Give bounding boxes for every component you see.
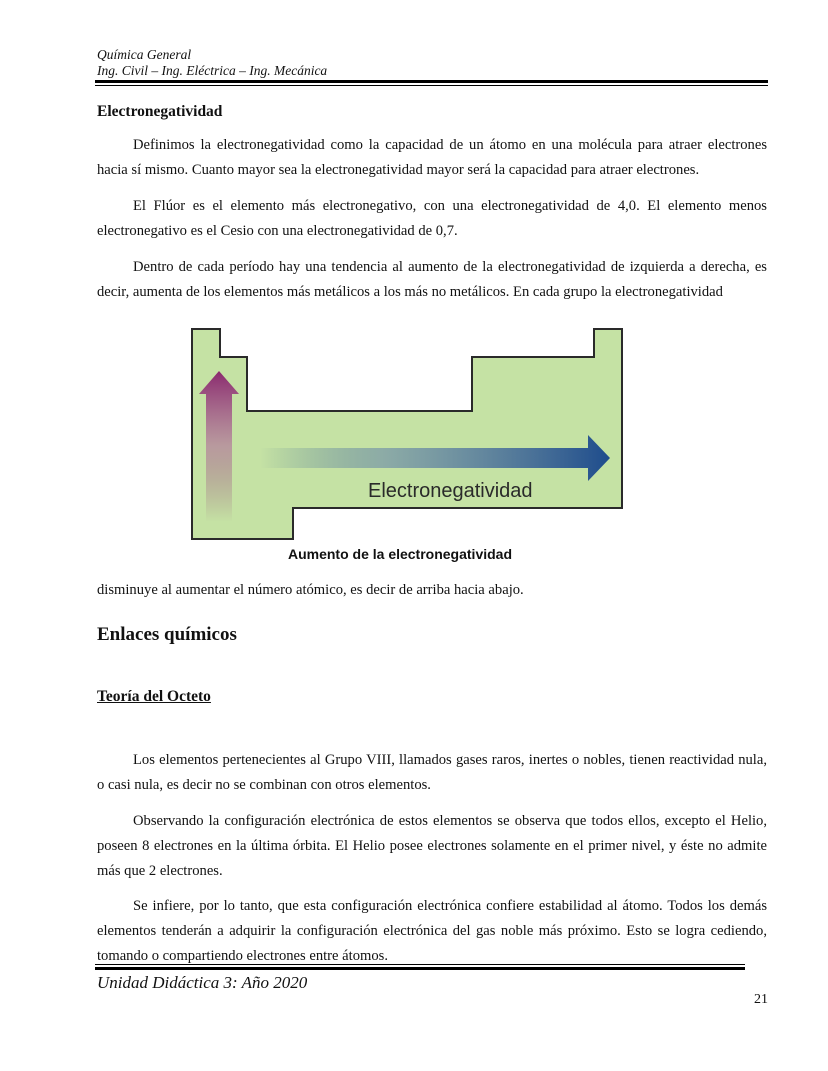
paragraph-period-trend: Dentro de cada período hay una tendencia al aumento de la electronegatividad de izquierda a derecha, es decir, aumenta de los elementos más metálicos a los más no metálicos. En cada grupo la electronegatividad: [97, 259, 767, 300]
page-number: 21: [754, 992, 768, 1007]
paragraph-fluor: El Flúor es el elemento más electronegativo, con una electronegatividad de 4,0. El elemento menos electronegativo es el Cesio con una electronegatividad de 0,7.: [97, 198, 767, 239]
section-title: Electronegatividad: [97, 103, 223, 120]
paragraph-estabilidad: Se infiere, por lo tanto, que esta configuración electrónica confiere estabilidad al átomo. Todos los demás elementos tenderán a adquirir la configuración electrónica del gas noble más próximo. Esto se logra cediendo, tomando o compartiendo electrones entre átomos.: [97, 898, 767, 964]
header-rule-thin: [95, 85, 768, 86]
paragraph-gases-nobles: Los elementos pertenecientes al Grupo VIII, llamados gases raros, inertes o nobles, tienen reactividad nula, o casi nula, es decir no se combinan con otros elementos.: [97, 752, 767, 793]
header-course-title: Química General: [97, 47, 192, 62]
figure-arrow-label: Electronegatividad: [368, 480, 533, 502]
footer-rule-thin: [95, 964, 745, 965]
header-programs: Ing. Civil – Ing. Eléctrica – Ing. Mecánica: [97, 63, 328, 78]
footer-rule-thick: [95, 967, 745, 970]
electronegativity-figure: [190, 327, 624, 541]
heading-teoria-octeto: Teoría del Octeto: [97, 688, 211, 705]
footer-unit-text: Unidad Didáctica 3: Año 2020: [97, 973, 308, 992]
heading-enlaces-quimicos: Enlaces químicos: [97, 624, 237, 645]
paragraph-definition: Definimos la electronegatividad como la capacidad de un átomo en una molécula para atraer electrones hacia sí mismo. Cuanto mayor sea la electronegatividad mayor será la capacidad para atraer electrones.: [97, 137, 767, 178]
paragraph-configuracion: Observando la configuración electrónica de estos elementos se observa que todos ellos, excepto el Helio, poseen 8 electrones en la última órbita. El Helio posee electrones solamente en el primer nivel, y éste no admite más que 2 electrones.: [97, 813, 767, 879]
header-rule-thick: [95, 80, 768, 83]
paragraph-continuation: disminuye al aumentar el número atómico, es decir de arriba hacia abajo.: [97, 582, 524, 598]
figure-caption: Aumento de la electronegatividad: [287, 546, 513, 562]
periodic-table-outline: [192, 329, 622, 539]
